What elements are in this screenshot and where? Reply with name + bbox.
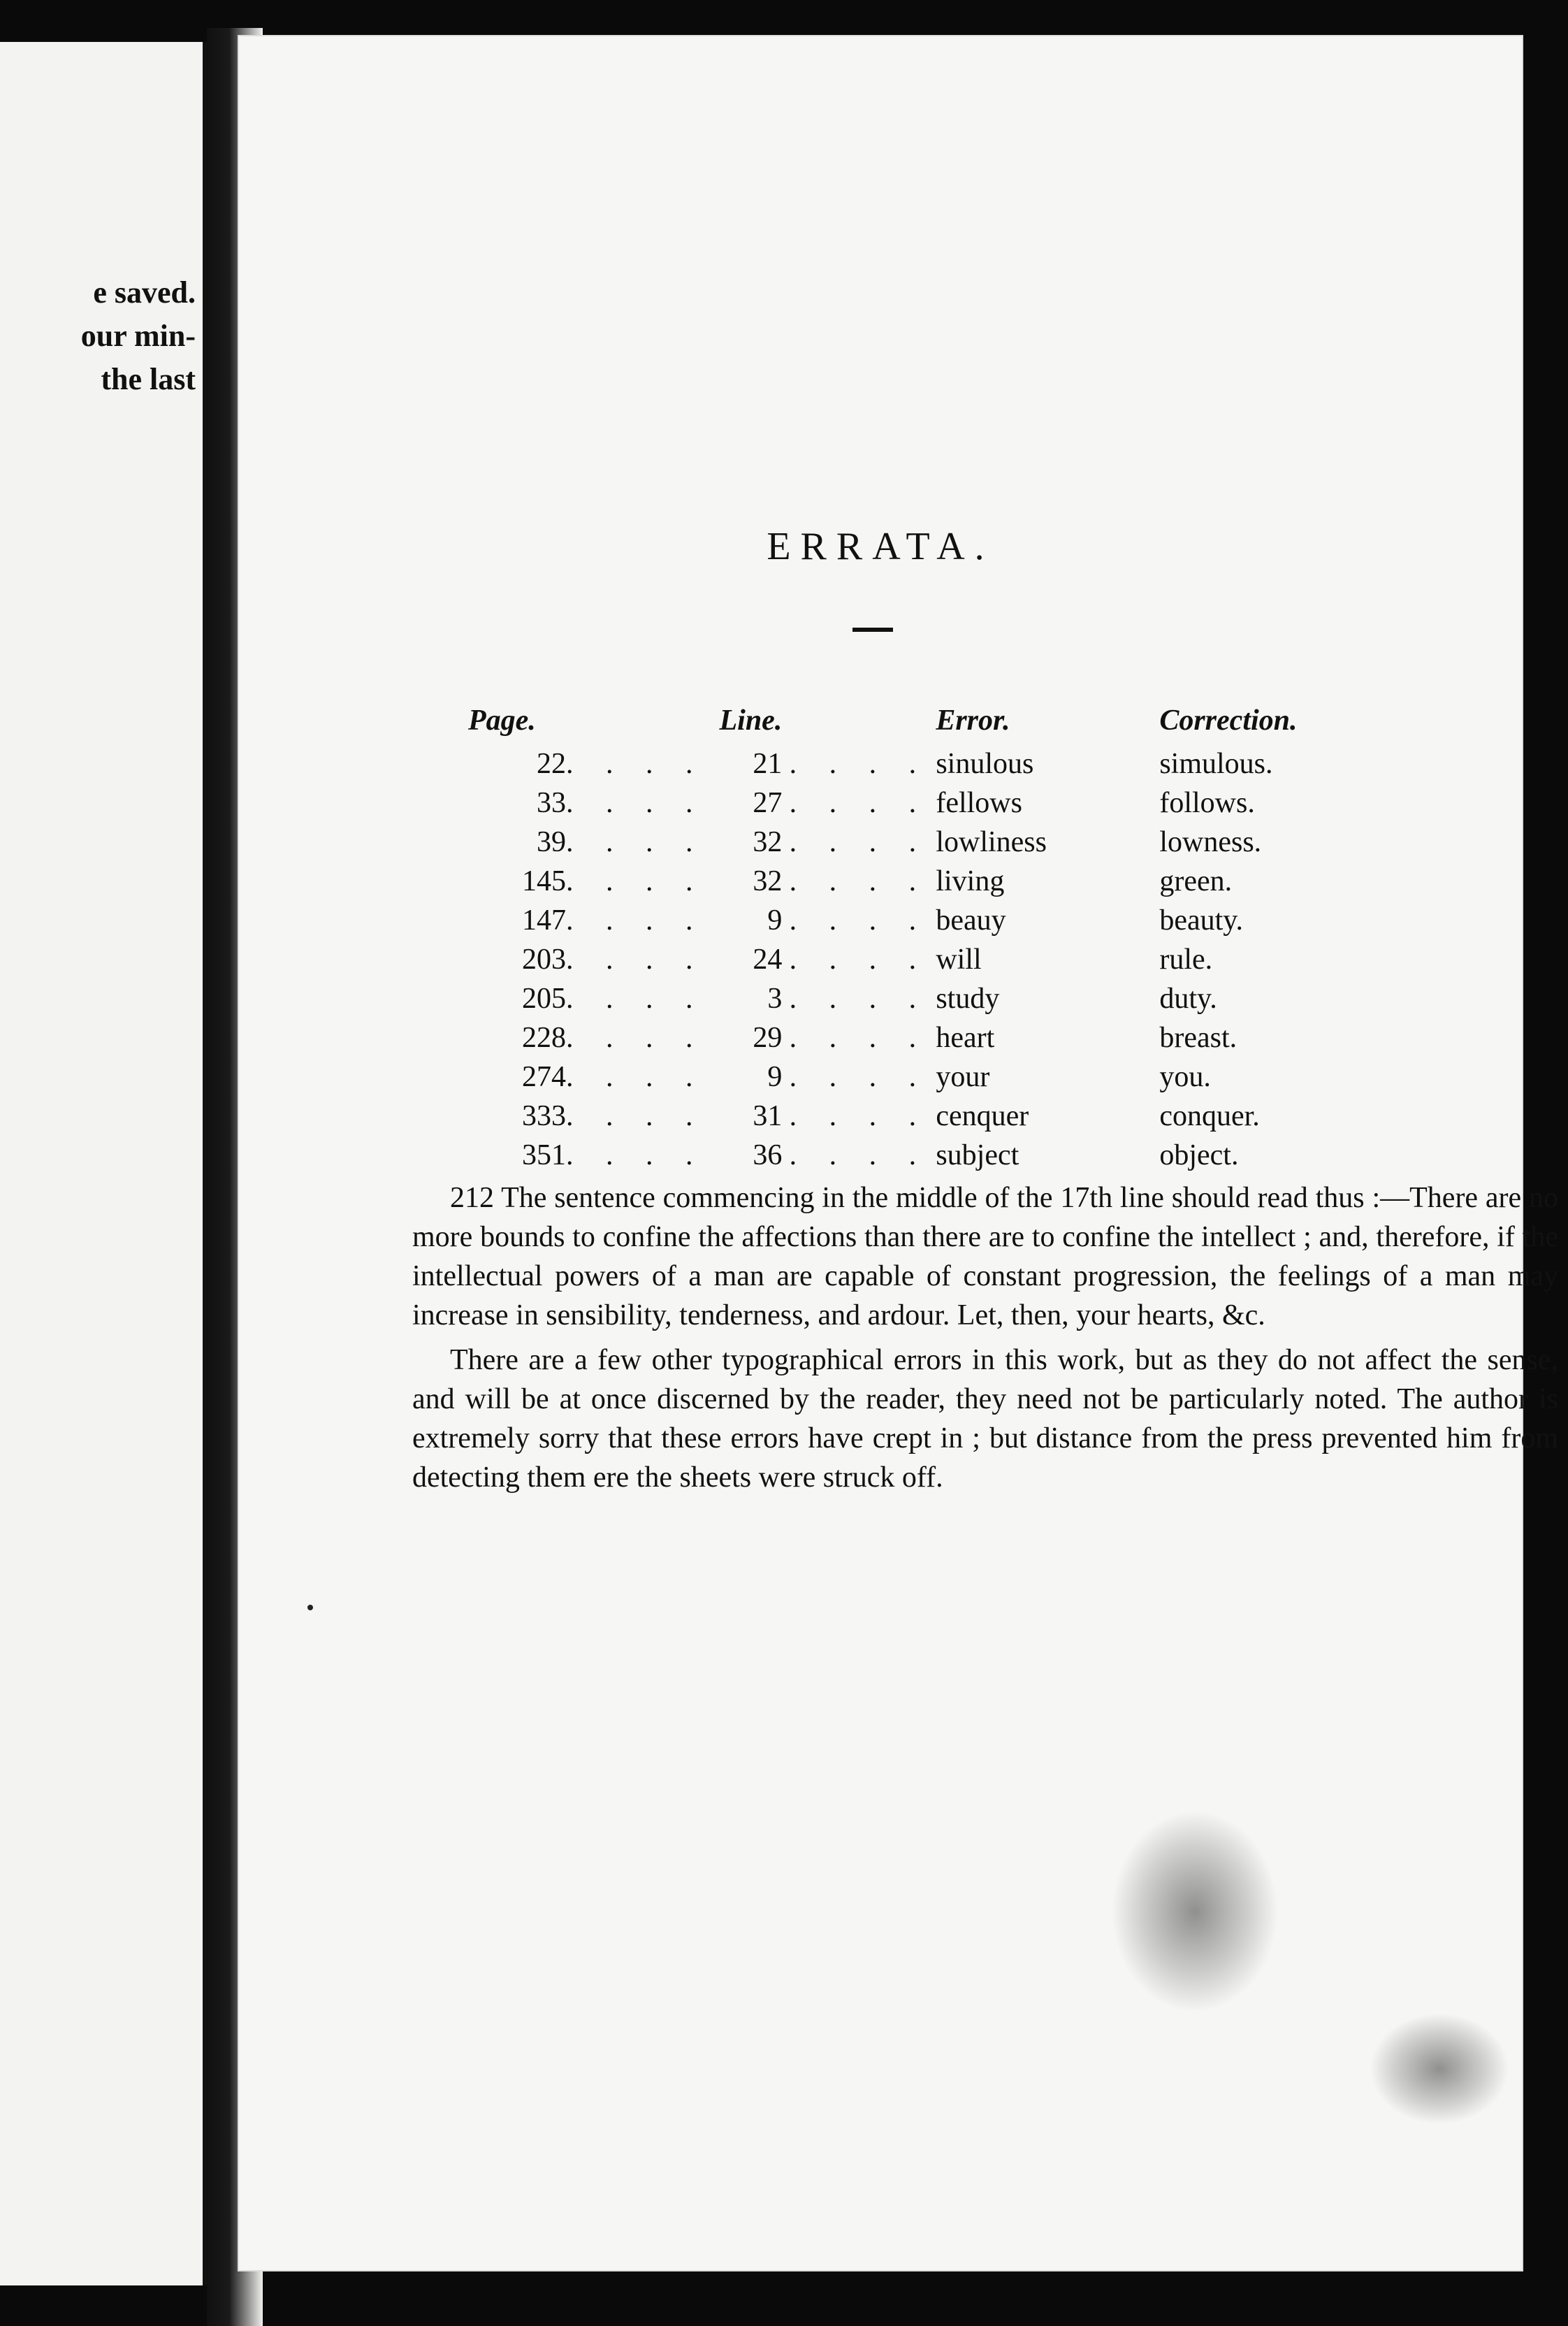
left-page-fragment: the last [101, 362, 196, 396]
leader-dots: . . . . [789, 865, 929, 897]
errata-rows [447, 744, 1341, 1175]
previous-page-edge [0, 42, 207, 2285]
row-page: 228 [522, 1022, 566, 1054]
row-correction: you. [1159, 1061, 1211, 1093]
row-error: sinulous [936, 748, 1034, 780]
errata-title: ERRATA. [767, 525, 994, 568]
header-error: Error. [936, 705, 1010, 737]
errata-notes [412, 1178, 1558, 1497]
row-line: 9 [767, 1061, 783, 1093]
leader-dots: . . . . [789, 1139, 929, 1171]
row-page: 333 [522, 1100, 566, 1132]
row-page: 203 [522, 944, 566, 976]
row-page: 145 [522, 865, 566, 897]
title-rule [852, 628, 893, 632]
row-line: 29 [753, 1022, 783, 1054]
row-page: 33 [537, 787, 566, 819]
errata-row [447, 1057, 1341, 1097]
row-page: 22 [537, 748, 566, 780]
leader-dots: . . . . [789, 1100, 929, 1132]
leader-dots: . . . . [566, 826, 706, 858]
row-correction: follows. [1159, 787, 1255, 819]
leader-dots: . . . . [566, 1139, 706, 1171]
errata-row [447, 823, 1341, 862]
leader-dots: . . . . [566, 865, 706, 897]
note-paragraph-typographical: There are a few other typographical errors in this work, but as they do not affect the sense, and will be at once discerned by the reader, they need not be particularly noted. The author is extremely sorry that these errors have crept in ; but distance from the press prevented him from detecting them ere the sheets were struck off. [412, 1344, 1558, 1494]
errata-row [447, 744, 1341, 783]
leader-dots: . . . . [566, 944, 706, 976]
row-error: fellows [936, 787, 1022, 819]
row-correction: conquer. [1159, 1100, 1260, 1132]
leader-dots: . . . . [789, 826, 929, 858]
errata-row [447, 1018, 1341, 1057]
row-error: cenquer [936, 1100, 1029, 1132]
row-line: 32 [753, 865, 783, 897]
row-error: beauy [936, 904, 1006, 937]
header-line: Line. [719, 705, 783, 737]
row-correction: rule. [1159, 944, 1213, 976]
leader-dots: . . . . [566, 1100, 706, 1132]
row-error: your [936, 1061, 990, 1093]
header-page: Page. [468, 705, 536, 737]
row-page: 39 [537, 826, 566, 858]
leader-dots: . . . . [789, 904, 929, 937]
row-correction: breast. [1159, 1022, 1237, 1054]
leader-dots: . . . . [789, 1061, 929, 1093]
errata-header-row [447, 702, 1341, 744]
row-correction: green. [1159, 865, 1233, 897]
row-line: 32 [753, 826, 783, 858]
errata-row [447, 979, 1341, 1018]
errata-row [447, 783, 1341, 823]
leader-dots: . . . . [566, 748, 706, 780]
errata-page [238, 35, 1558, 2271]
errata-row [447, 940, 1341, 979]
row-line: 27 [753, 787, 783, 819]
row-correction: simulous. [1159, 748, 1273, 780]
row-correction: beauty. [1159, 904, 1244, 937]
ink-stain [1111, 1810, 1279, 2013]
row-line: 36 [753, 1139, 783, 1171]
leader-dots: . . . . [566, 904, 706, 937]
row-line: 9 [767, 904, 783, 937]
row-correction: object. [1159, 1139, 1239, 1171]
row-line: 3 [767, 983, 783, 1015]
leader-dots: . . . . [789, 983, 929, 1015]
errata-table [447, 702, 1341, 1175]
leader-dots: . . . . [566, 983, 706, 1015]
row-page: 147 [522, 904, 566, 937]
leader-dots: . . . . [566, 787, 706, 819]
ink-stain [1370, 2013, 1509, 2125]
row-page: 274 [522, 1061, 566, 1093]
leader-dots: . . . . [566, 1061, 706, 1093]
row-correction: duty. [1159, 983, 1217, 1015]
leader-dots: . . . . [789, 944, 929, 976]
left-page-fragment: our min- [80, 319, 196, 353]
leader-dots: . . . . [566, 1022, 706, 1054]
row-error: heart [936, 1022, 995, 1054]
errata-row [447, 1097, 1341, 1136]
errata-row [447, 862, 1341, 901]
leader-dots: . . . . [789, 1022, 929, 1054]
row-correction: lowness. [1159, 826, 1262, 858]
row-page: 351 [522, 1139, 566, 1171]
speck [307, 1605, 313, 1610]
row-error: study [936, 983, 1000, 1015]
row-page: 205 [522, 983, 566, 1015]
row-error: subject [936, 1139, 1019, 1171]
row-line: 24 [753, 944, 783, 976]
errata-row [447, 901, 1341, 940]
leader-dots: . . . . [789, 748, 929, 780]
leader-dots: . . . . [789, 787, 929, 819]
row-line: 21 [753, 748, 783, 780]
row-error: living [936, 865, 1005, 897]
left-page-fragment: e saved. [93, 275, 196, 310]
row-error: lowliness [936, 826, 1047, 858]
errata-row [447, 1136, 1341, 1175]
row-error: will [936, 944, 982, 976]
row-line: 31 [753, 1100, 783, 1132]
note-paragraph-212: 212 The sentence commencing in the middle of the 17th line should read thus :—There are no more bounds to confine the affections than there are to confine the intellect ; and, therefore, if the intellectual powers of a man are capable of constant progression, the feelings of a man may increase in sensibility, tenderness, and ardour. Let, then, your hearts, &c. [412, 1182, 1558, 1331]
header-correction: Correction. [1159, 705, 1298, 737]
